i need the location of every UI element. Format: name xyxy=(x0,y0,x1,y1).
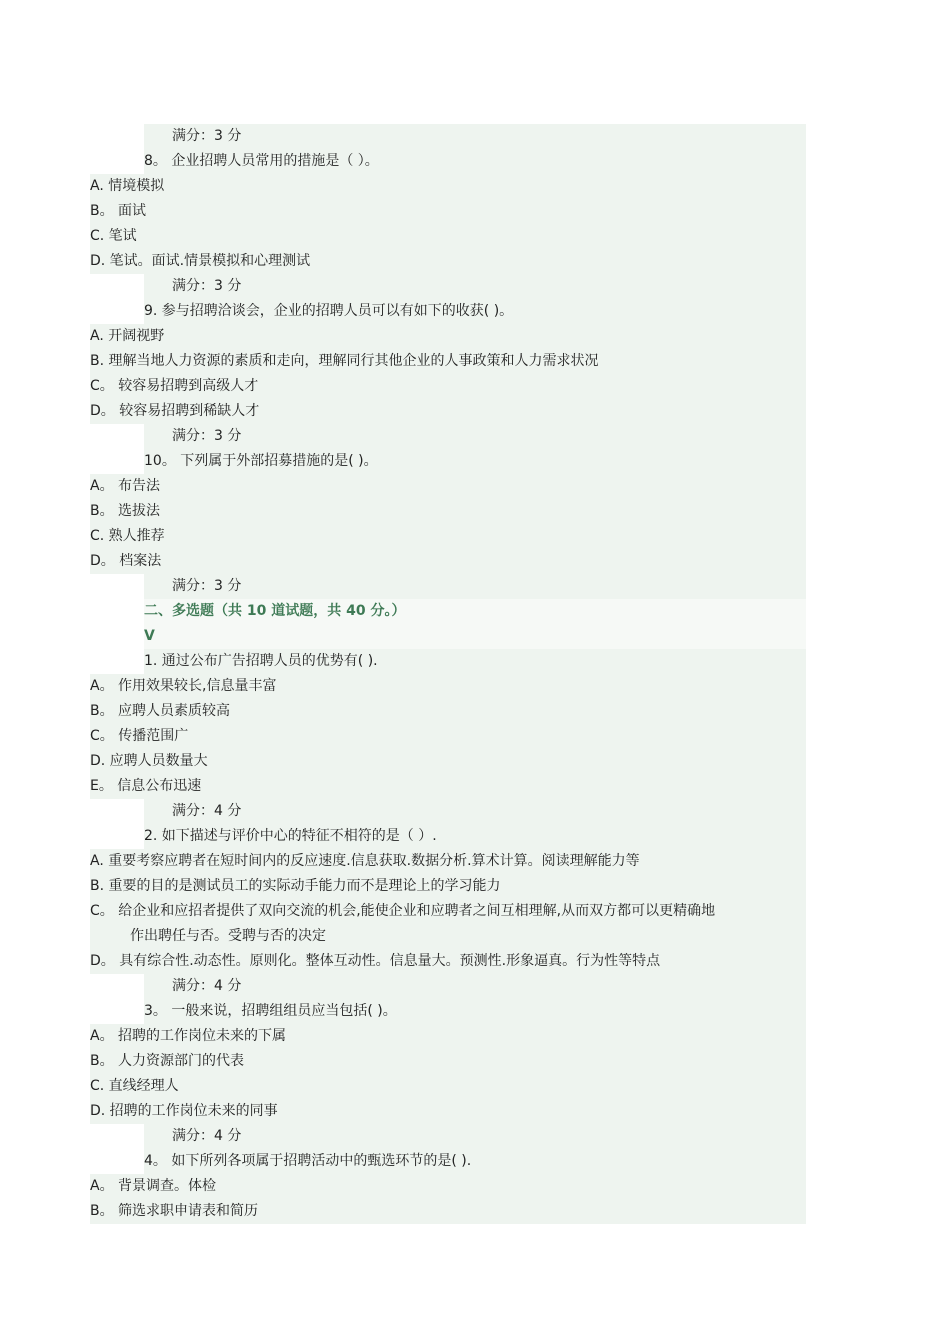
question-line: 8。 企业招聘人员常用的措施是（ ）。 xyxy=(144,149,806,174)
option-line: D。 档案法 xyxy=(90,549,806,574)
option-line: B。 筛选求职申请表和简历 xyxy=(90,1199,806,1224)
option-line: D. 笔试。面试.情景模拟和心理测试 xyxy=(90,249,806,274)
option-line: D。 较容易招聘到稀缺人才 xyxy=(90,399,806,424)
question-line: 10。 下列属于外部招募措施的是( )。 xyxy=(144,449,806,474)
score-line: 满分：3 分 xyxy=(144,124,806,149)
option-line: C. 笔试 xyxy=(90,224,806,249)
score-line: 满分：3 分 xyxy=(144,424,806,449)
option-line: C。 较容易招聘到高级人才 xyxy=(90,374,806,399)
section-toggle-mark[interactable]: V xyxy=(144,624,806,649)
score-line: 满分：4 分 xyxy=(144,974,806,999)
option-line: B。 面试 xyxy=(90,199,806,224)
option-line: E。 信息公布迅速 xyxy=(90,774,806,799)
option-line: A。 背景调查。体检 xyxy=(90,1174,806,1199)
question-line: 1. 通过公布广告招聘人员的优势有( ). xyxy=(144,649,806,674)
question-line: 4。 如下所列各项属于招聘活动中的甄选环节的是( ). xyxy=(144,1149,806,1174)
score-line: 满分：4 分 xyxy=(144,1124,806,1149)
option-line: A。 招聘的工作岗位未来的下属 xyxy=(90,1024,806,1049)
option-line: A. 重要考察应聘者在短时间内的反应速度.信息获取.数据分析.算术计算。阅读理解能力等 xyxy=(90,849,806,874)
section-heading: 二、多选题（共 10 道试题，共 40 分。） xyxy=(144,599,806,624)
option-line: B。 应聘人员素质较高 xyxy=(90,699,806,724)
option-line: B。 选拔法 xyxy=(90,499,806,524)
score-line: 满分：3 分 xyxy=(144,574,806,599)
option-line: B. 理解当地人力资源的素质和走向，理解同行其他企业的人事政策和人力需求状况 xyxy=(90,349,806,374)
question-line: 9. 参与招聘洽谈会，企业的招聘人员可以有如下的收获( )。 xyxy=(144,299,806,324)
option-line: D. 招聘的工作岗位未来的同事 xyxy=(90,1099,806,1124)
option-line: C。 给企业和应招者提供了双向交流的机会,能使企业和应聘者之间互相理解,从而双方都可以更精确地 xyxy=(90,899,806,924)
option-line-continued: 作出聘任与否。受聘与否的决定 xyxy=(90,924,806,949)
option-line: D。 具有综合性.动态性。原则化。整体互动性。信息量大。预测性.形象逼真。行为性等特点 xyxy=(90,949,806,974)
score-line: 满分：4 分 xyxy=(144,799,806,824)
option-line: B。 人力资源部门的代表 xyxy=(90,1049,806,1074)
option-line: B. 重要的目的是测试员工的实际动手能力而不是理论上的学习能力 xyxy=(90,874,806,899)
question-line: 3。 一般来说，招聘组组员应当包括( )。 xyxy=(144,999,806,1024)
option-line: C. 直线经理人 xyxy=(90,1074,806,1099)
option-line: A。 作用效果较长,信息量丰富 xyxy=(90,674,806,699)
score-line: 满分：3 分 xyxy=(144,274,806,299)
option-line: D. 应聘人员数量大 xyxy=(90,749,806,774)
option-line: A。 布告法 xyxy=(90,474,806,499)
option-line: C。 传播范围广 xyxy=(90,724,806,749)
question-line: 2. 如下描述与评价中心的特征不相符的是（ ）. xyxy=(144,824,806,849)
option-line: C. 熟人推荐 xyxy=(90,524,806,549)
option-line: A. 开阔视野 xyxy=(90,324,806,349)
option-line: A. 情境模拟 xyxy=(90,174,806,199)
